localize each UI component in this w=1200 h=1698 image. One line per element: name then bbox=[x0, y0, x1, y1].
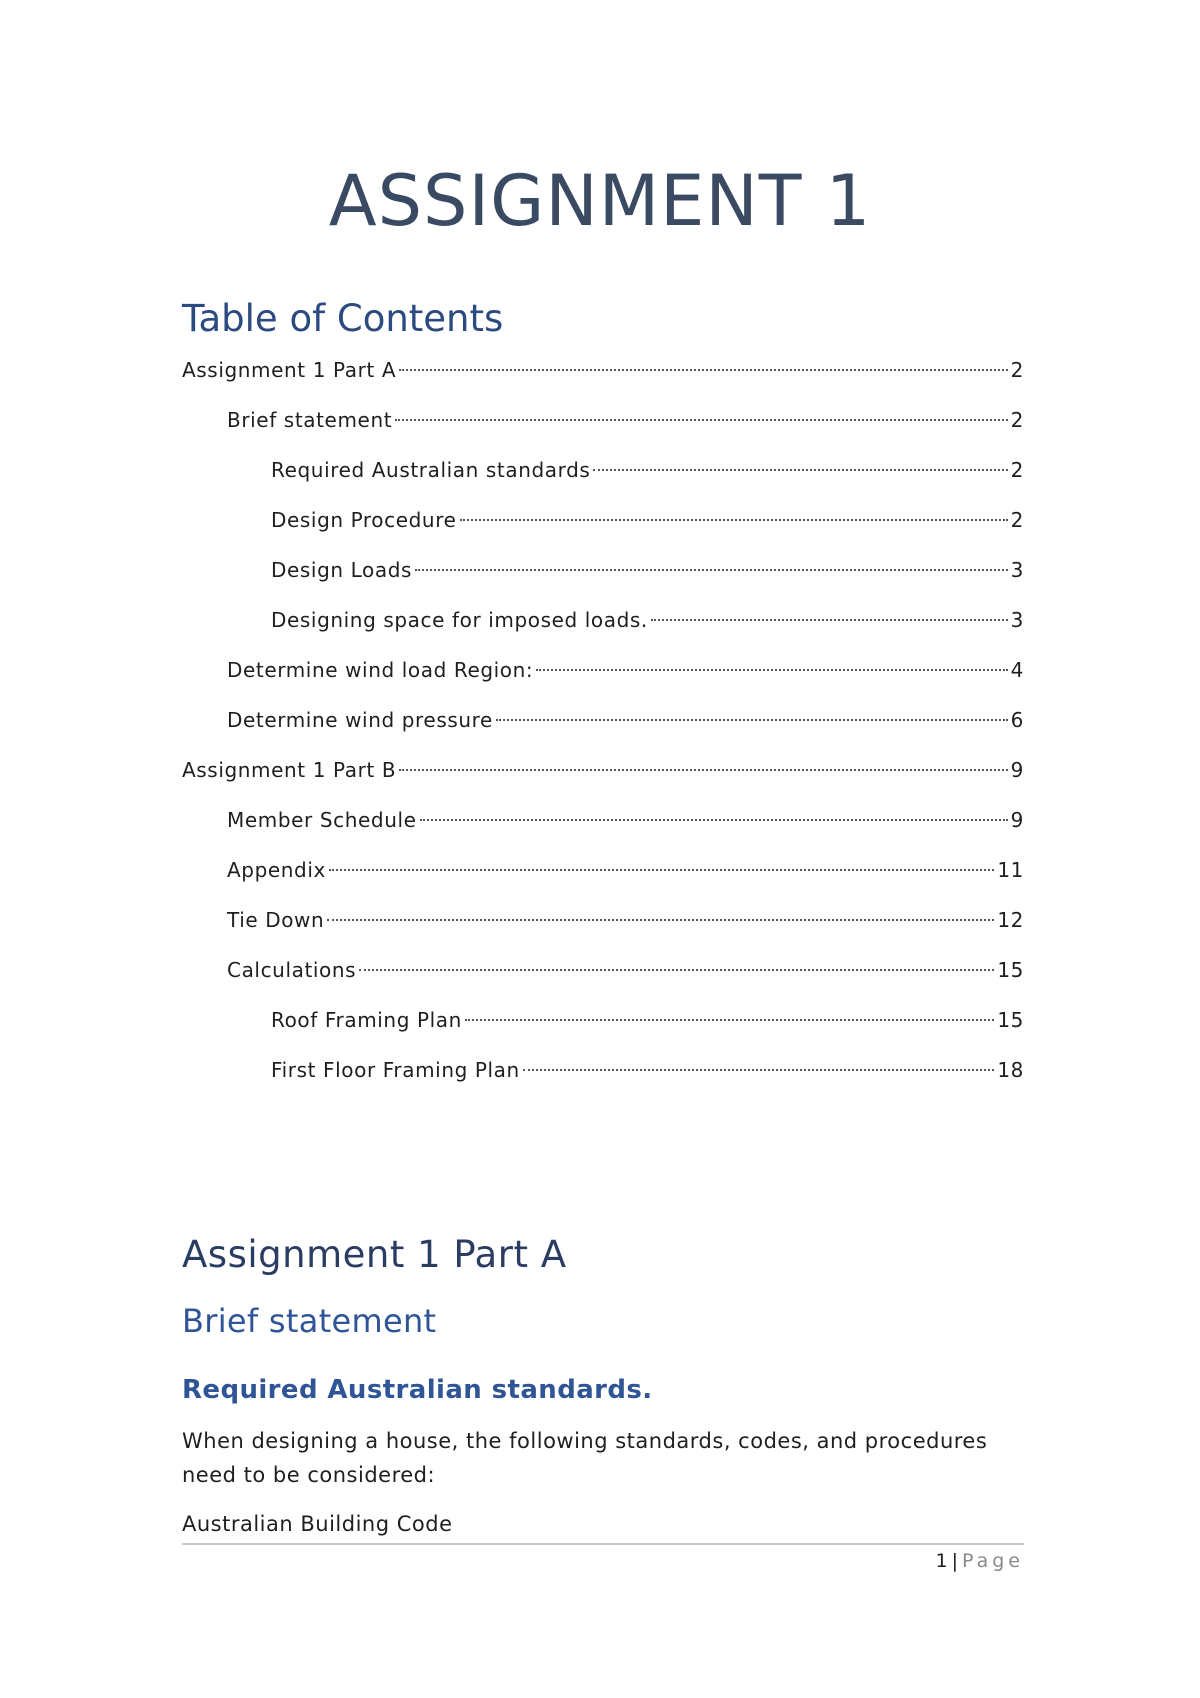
toc-entry-page: 2 bbox=[1010, 458, 1024, 482]
toc-entry[interactable] bbox=[182, 1000, 1024, 1050]
toc-dot-leader bbox=[651, 619, 1008, 621]
toc-entry-page: 4 bbox=[1010, 658, 1024, 682]
toc-entry-text: Design Procedure bbox=[271, 508, 457, 532]
toc-dot-leader bbox=[415, 569, 1008, 571]
toc-entry-text: Calculations bbox=[227, 958, 357, 982]
toc-entry[interactable] bbox=[182, 650, 1024, 700]
toc-entry-text: Brief statement bbox=[227, 408, 393, 432]
toc-entry[interactable] bbox=[182, 500, 1024, 550]
toc-entry-page: 11 bbox=[997, 858, 1024, 882]
toc-dot-leader bbox=[359, 969, 994, 971]
toc-entry[interactable] bbox=[182, 350, 1024, 400]
toc-dot-leader bbox=[460, 519, 1008, 521]
table-of-contents bbox=[182, 350, 1024, 1100]
toc-entry-text: Design Loads bbox=[271, 558, 413, 582]
toc-entry-page: 3 bbox=[1010, 608, 1024, 632]
toc-dot-leader bbox=[327, 919, 994, 921]
section-heading: Assignment 1 Part A bbox=[182, 1233, 567, 1276]
toc-entry-page: 2 bbox=[1010, 358, 1024, 382]
toc-dot-leader bbox=[420, 819, 1008, 821]
toc-entry[interactable] bbox=[182, 600, 1024, 650]
footer-rule bbox=[182, 1543, 1024, 1545]
page-number: 1 bbox=[935, 1550, 948, 1572]
toc-entry[interactable] bbox=[182, 850, 1024, 900]
toc-dot-leader bbox=[496, 719, 1008, 721]
toc-entry-page: 6 bbox=[1010, 708, 1024, 732]
toc-dot-leader bbox=[523, 1069, 995, 1071]
toc-entry-text: Determine wind load Region: bbox=[227, 658, 534, 682]
toc-entry-page: 2 bbox=[1010, 408, 1024, 432]
toc-entry-text: Appendix bbox=[227, 858, 326, 882]
body-paragraph: When designing a house, the following standards, codes, and procedures need to be considered: bbox=[182, 1429, 988, 1487]
toc-entry-page: 3 bbox=[1010, 558, 1024, 582]
page-footer bbox=[936, 1548, 1025, 1574]
toc-heading: Table of Contents bbox=[182, 297, 504, 340]
footer-separator: | bbox=[951, 1550, 958, 1572]
body-list-line: Australian Building Code bbox=[182, 1512, 453, 1536]
toc-entry-text: Assignment 1 Part A bbox=[182, 358, 397, 382]
subsubsection-heading: Required Australian standards. bbox=[182, 1375, 653, 1405]
toc-entry[interactable] bbox=[182, 800, 1024, 850]
toc-entry[interactable] bbox=[182, 700, 1024, 750]
page-label: Page bbox=[962, 1550, 1024, 1572]
toc-dot-leader bbox=[329, 869, 994, 871]
toc-entry[interactable] bbox=[182, 900, 1024, 950]
toc-entry-text: Assignment 1 Part B bbox=[182, 758, 397, 782]
toc-entry[interactable] bbox=[182, 1050, 1024, 1100]
toc-entry-page: 2 bbox=[1010, 508, 1024, 532]
toc-entry-page: 12 bbox=[997, 908, 1024, 932]
toc-dot-leader bbox=[395, 419, 1008, 421]
toc-dot-leader bbox=[399, 369, 1008, 371]
toc-dot-leader bbox=[536, 669, 1007, 671]
toc-entry-text: Required Australian standards bbox=[271, 458, 591, 482]
document-title: ASSIGNMENT 1 bbox=[328, 160, 872, 242]
subsection-heading: Brief statement bbox=[182, 1302, 437, 1340]
toc-entry-page: 15 bbox=[997, 958, 1024, 982]
toc-entry[interactable] bbox=[182, 450, 1024, 500]
toc-entry-text: Designing space for imposed loads. bbox=[271, 608, 648, 632]
toc-entry-text: Determine wind pressure bbox=[227, 708, 493, 732]
toc-entry-text: Roof Framing Plan bbox=[271, 1008, 462, 1032]
toc-entry[interactable] bbox=[182, 550, 1024, 600]
toc-entry[interactable] bbox=[182, 750, 1024, 800]
toc-entry-page: 18 bbox=[997, 1058, 1024, 1082]
toc-entry-page: 15 bbox=[997, 1008, 1024, 1032]
toc-entry[interactable] bbox=[182, 400, 1024, 450]
toc-dot-leader bbox=[399, 769, 1008, 771]
toc-entry-text: First Floor Framing Plan bbox=[271, 1058, 520, 1082]
toc-entry-page: 9 bbox=[1010, 758, 1024, 782]
toc-dot-leader bbox=[465, 1019, 994, 1021]
toc-entry[interactable] bbox=[182, 950, 1024, 1000]
toc-entry-page: 9 bbox=[1010, 808, 1024, 832]
toc-entry-text: Tie Down bbox=[227, 908, 325, 932]
toc-dot-leader bbox=[593, 469, 1007, 471]
toc-entry-text: Member Schedule bbox=[227, 808, 417, 832]
